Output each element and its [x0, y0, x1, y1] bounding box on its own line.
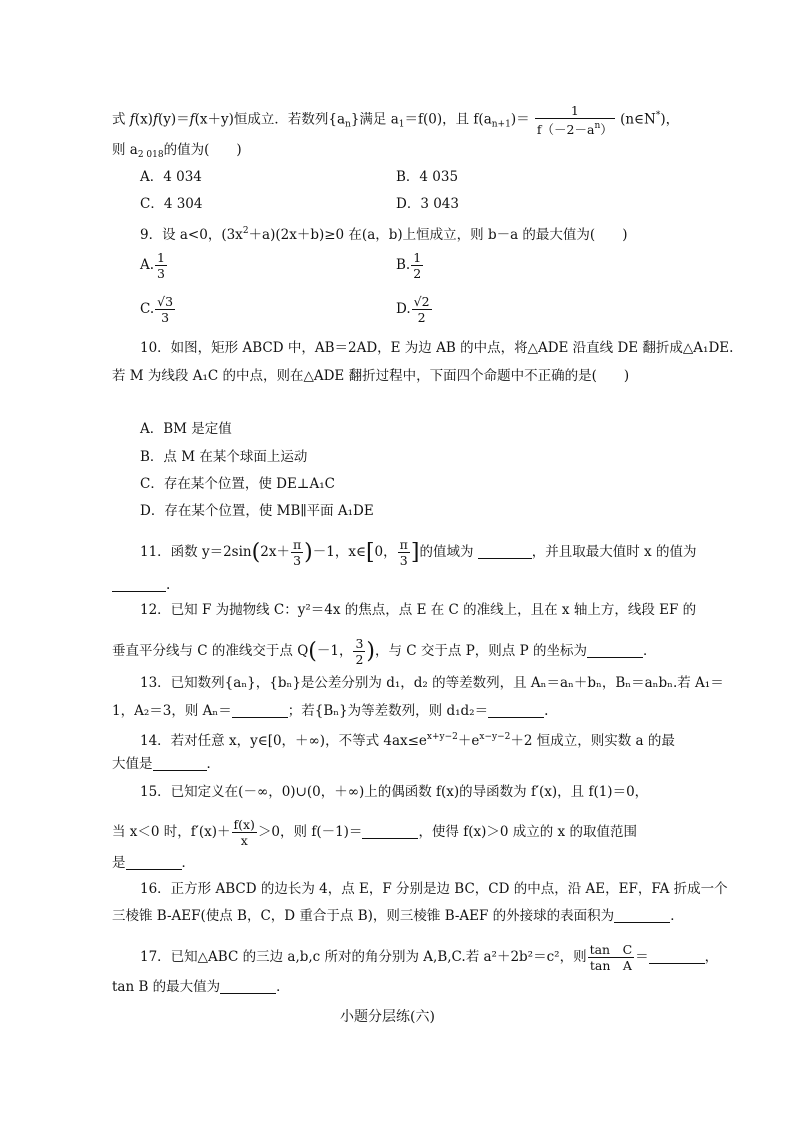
q8-option-c: C．4 304	[140, 196, 203, 212]
q10-option-d: D．存在某个位置，使 MB∥平面 A₁DE	[140, 503, 374, 519]
q15-stem-line3: 是 ．	[112, 855, 195, 871]
q16-answer-blank[interactable]	[614, 908, 670, 923]
q9-option-c: C. $\frac{√3}{3}$	[140, 294, 174, 325]
q12-answer-blank[interactable]	[587, 643, 643, 658]
q13-stem-line2: 1，A₂＝3，则 Aₙ＝ ；若{Bₙ}为等差数列，则 d₁d₂＝ .	[112, 703, 549, 719]
q9-option-a: A. $\frac{1}{3}$	[140, 250, 165, 281]
q11-stem-line2: .	[112, 576, 170, 594]
q13-answer-blank-1[interactable]	[232, 703, 288, 718]
q10-stem-line2: 若 M 为线段 A₁C 的中点，则在△ADE 翻折过程中，下面四个命题中不正确的是( )	[112, 368, 630, 384]
q17-stem-line2: tan B 的最大值为 ．	[112, 979, 290, 995]
q17-answer-blank-1[interactable]	[649, 949, 705, 964]
q8-option-a: A．4 034	[140, 169, 202, 185]
q9-option-b: B. $\frac{1}{2}$	[396, 250, 422, 281]
q13-answer-blank-2[interactable]	[488, 703, 544, 718]
q12-stem-line1: 12．已知 F 为抛物线 C：y²＝4x 的焦点，点 E 在 C 的准线上，且在 x 轴上方，线段 EF 的	[140, 602, 697, 618]
q17-answer-blank-2[interactable]	[220, 979, 276, 994]
q8-option-b: B．4 035	[396, 169, 459, 185]
q13-stem-line1: 13．已知数列{aₙ}，{bₙ}是公差分别为 d₁，d₂ 的等差数列，且 Aₙ＝aₙ＋bₙ，Bₙ＝aₙbₙ.若 A₁＝	[140, 675, 724, 691]
q8-fraction: $\frac{1}{f(-2-a^n)}$	[536, 103, 613, 137]
q10-stem-line1: 10．如图，矩形 ABCD 中，AB＝2AD，E 为边 AB 的中点，将△ADE 沿直线 DE 翻折成△A₁DE.	[140, 340, 734, 356]
q17-stem-line1: 17．已知△ABC 的三边 a,b,c 所对的角分别为 A,B,C.若 a²＋2b²＝c²，则 $\frac{\text{tan C}}{\text{tan A}}$ ＝ ，	[140, 942, 719, 973]
q10-option-b: B．点 M 在某个球面上运动	[140, 449, 308, 465]
q8-option-d: D．3 043	[396, 196, 459, 212]
q9-option-d: D. $\frac{√2}{2}$	[396, 294, 430, 325]
q14-stem-line2: 大值是 ．	[112, 756, 220, 772]
q16-stem-line2: 三棱锥 B-AEF(使点 B，C，D 重合于点 B)，则三棱锥 B-AEF 的外接球的表面积为 ．	[112, 908, 684, 924]
q12-stem-line2: 垂直平分线与 C 的准线交于点 Q(－1， $\frac{3}{2}$ )，与 C 交于点 P，则点 P 的坐标为 ．	[112, 636, 657, 667]
section-title: 小题分层练(六)	[340, 1009, 435, 1025]
q9-stem: 9．设 a<0，$(3x^2+a)(2x+b)\ge 0$ 在(a，b)上恒成立，则 b－a 的最大值为( )	[140, 226, 628, 243]
q11-answer-blank-1[interactable]	[478, 544, 532, 559]
q15-answer-blank-1[interactable]	[362, 824, 418, 839]
q15-stem-line2: 当 x＜0 时，f′(x)＋ $\frac{f(x)}{x}$ ＞0，则 f(－1)＝ ，使得 f(x)＞0 成立的 x 的取值范围	[112, 817, 637, 848]
q8-stem-line2: 则 $a_{2 018}$的值为( )	[112, 142, 242, 160]
q10-option-c: C．存在某个位置，使 DE⊥A₁C	[140, 476, 335, 492]
q15-stem-line1: 15．已知定义在(－∞，0)∪(0，＋∞)上的偶函数 f(x)的导函数为 f′(x)，且 f(1)＝0，	[140, 784, 649, 800]
q8-stem-line1: 式 f(x)f(y)＝f(x＋y)恒成立．若数列$\{a_n\}$满足 $a_1=f(0)$，且 $f(a_{n+1})=$ $\frac{1}{f(-2-a^n)}$ (n∈N*)，	[112, 103, 680, 137]
q15-answer-blank-2[interactable]	[126, 855, 182, 870]
q14-answer-blank[interactable]	[153, 756, 207, 771]
q11-stem-line1: 11．函数 y＝2sin(2x＋ $\frac{\pi}{3}$ )－1，x∈[0， $\frac{\pi}{3}$ ]的值域为 ，并且取最大值时 x 的值为	[140, 537, 697, 568]
q10-option-a: A．BM 是定值	[140, 421, 232, 437]
q11-answer-blank-2[interactable]	[112, 577, 166, 592]
q14-stem-line1: 14．若对任意 x，y∈[0，＋∞)，不等式 $4ax\le e^{x+y-2}+e^{x-y-2}+2$ 恒成立，则实数 a 的最	[140, 732, 675, 749]
q16-stem-line1: 16．正方形 ABCD 的边长为 4，点 E，F 分别是边 BC，CD 的中点，沿 AE，EF，FA 折成一个	[140, 881, 728, 897]
